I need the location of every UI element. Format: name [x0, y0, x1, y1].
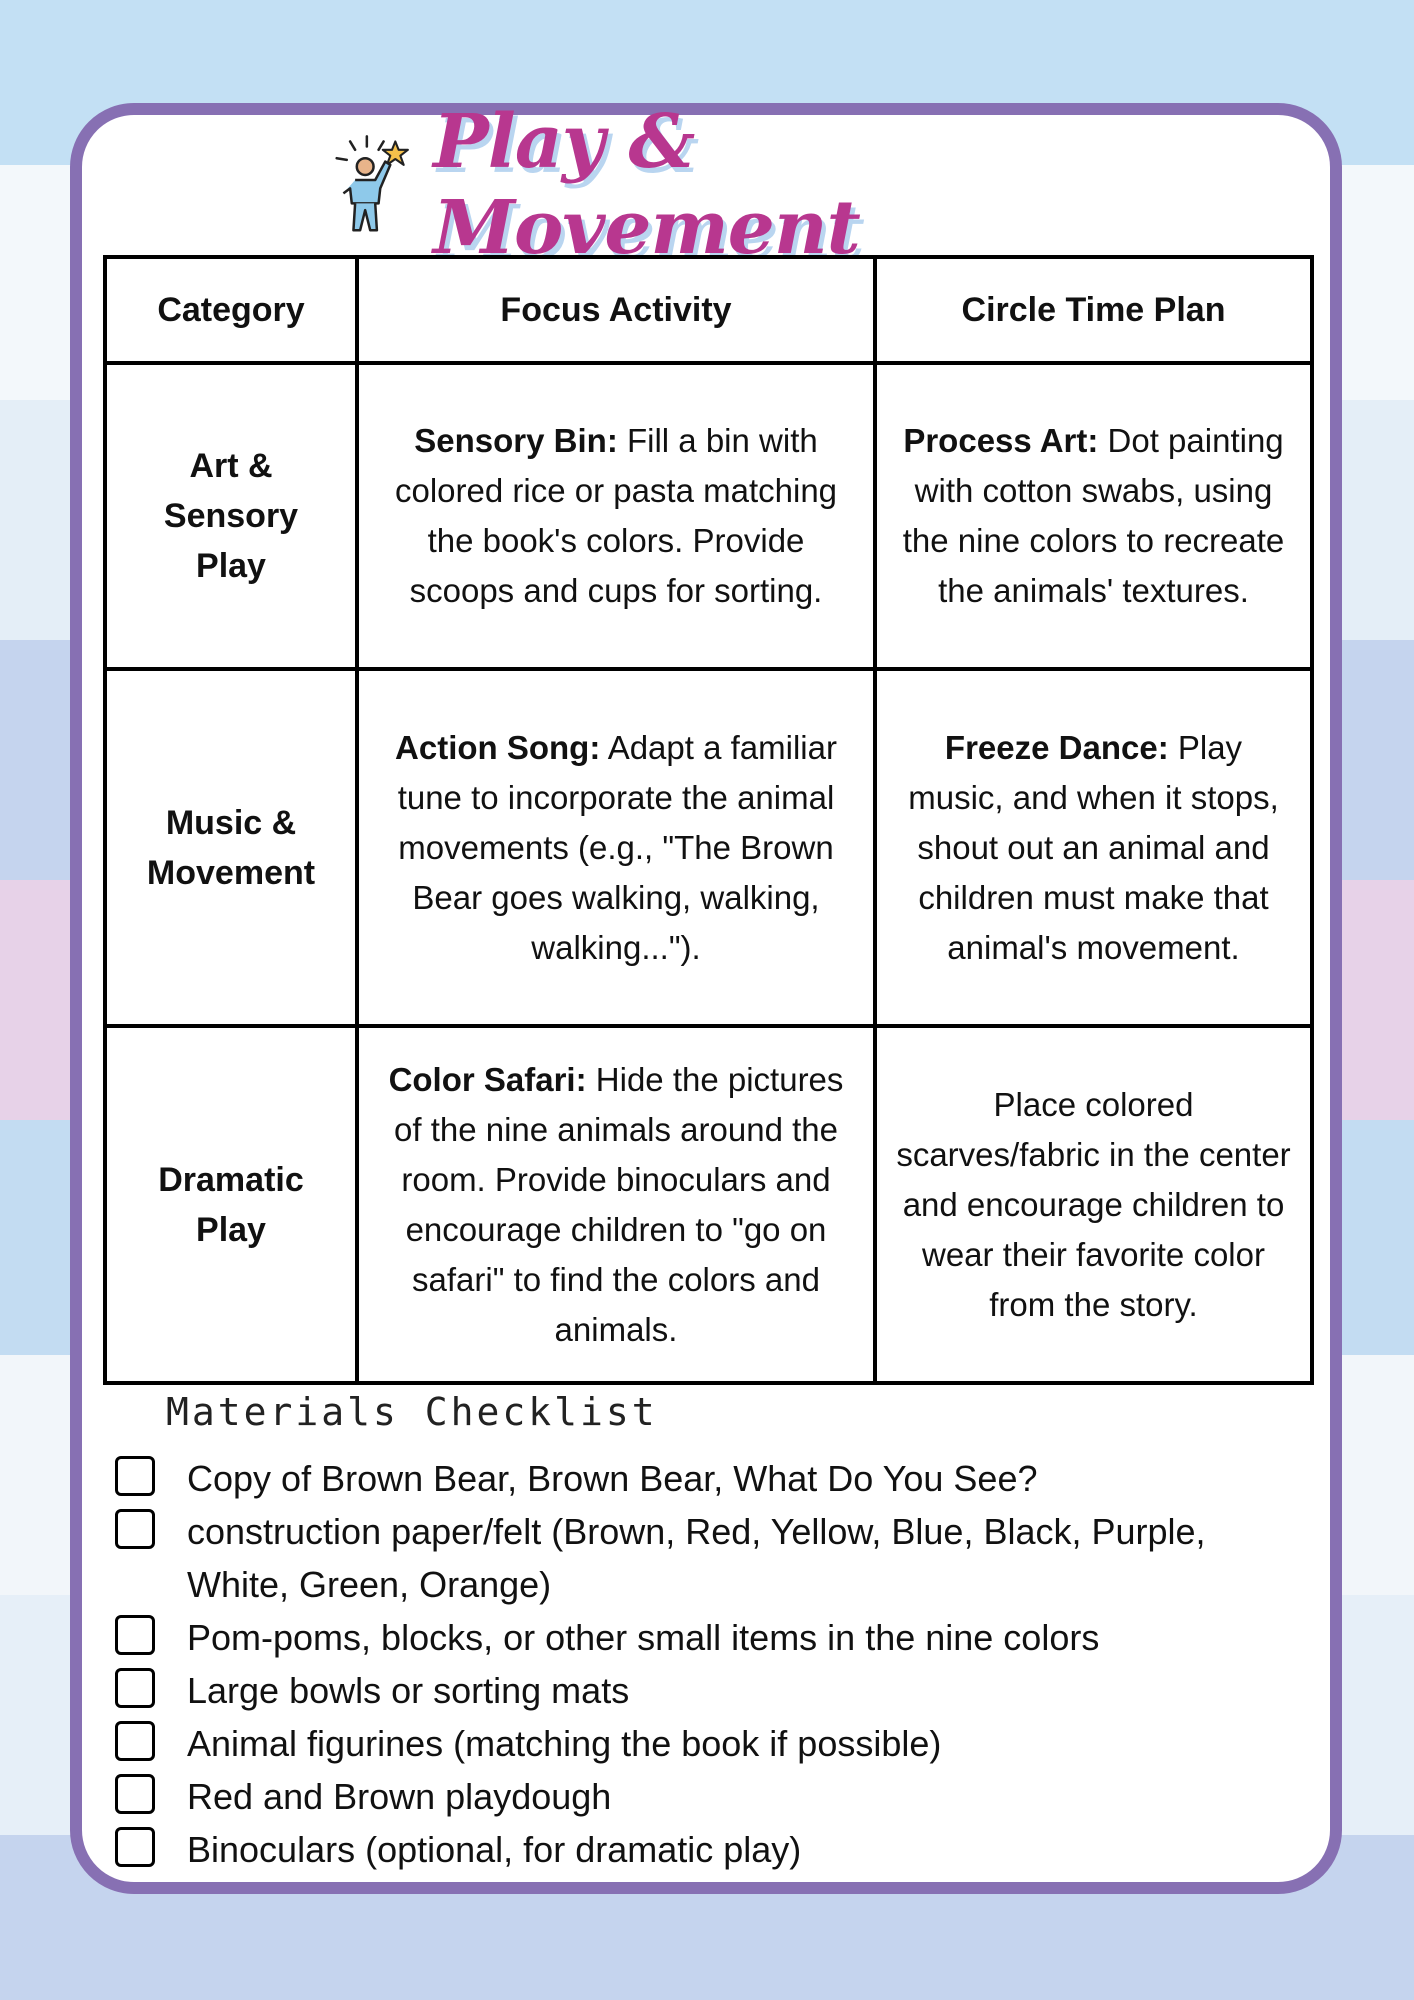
activity-lead: Color Safari:	[388, 1060, 587, 1098]
activity-text: Dot painting with cotton swabs, using the nine colors to recreate the animals' textures.	[902, 422, 1285, 609]
focus-activity-cell	[357, 1026, 875, 1383]
activity-text: Fill a bin with colored rice or pasta matching the book's colors. Provide scoops and cups for sorting.	[394, 422, 838, 609]
checkbox[interactable]	[115, 1774, 155, 1814]
table-header-row	[105, 257, 1312, 363]
column-header: Circle Time Plan	[875, 257, 1312, 363]
table-row	[105, 669, 1312, 1026]
circle-time-cell	[875, 363, 1312, 669]
checklist-item-label: Red and Brown playdough	[187, 1776, 612, 1817]
checklist-item-label: construction paper/felt (Brown, Red, Yellow, Blue, Black, Purple, White, Green, Orange)	[187, 1511, 1206, 1605]
checklist-item	[115, 1664, 1310, 1717]
checkbox[interactable]	[115, 1456, 155, 1496]
header	[330, 99, 1030, 271]
activity-text: Hide the pictures of the nine animals around the room. Provide binoculars and encourage children to "go on safari" to find the colors and animals.	[394, 1060, 844, 1348]
category-cell: Dramatic Play	[105, 1026, 357, 1383]
checklist-item	[115, 1611, 1310, 1664]
materials-checklist	[115, 1452, 1310, 1876]
activity-text: Place colored scarves/fabric in the center and encourage children to wear their favorite color from the story.	[896, 1085, 1291, 1323]
checklist-item	[115, 1770, 1310, 1823]
category-cell: Art & Sensory Play	[105, 363, 357, 669]
checklist-item	[115, 1717, 1310, 1770]
child-with-star-icon	[330, 123, 417, 247]
column-header: Focus Activity	[357, 257, 875, 363]
checkbox[interactable]	[115, 1721, 155, 1761]
circle-time-cell	[875, 669, 1312, 1026]
table-row	[105, 363, 1312, 669]
focus-activity-cell	[357, 669, 875, 1026]
checklist-item-label: Animal figurines (matching the book if possible)	[187, 1723, 942, 1764]
activity-text: Play music, and when it stops, shout out an animal and children must make that animal's movement.	[908, 728, 1279, 966]
table-row	[105, 1026, 1312, 1383]
column-header: Category	[105, 257, 357, 363]
activity-lead: Process Art:	[903, 422, 1099, 459]
checklist-item-label: Large bowls or sorting mats	[187, 1670, 630, 1711]
checklist-item	[115, 1505, 1310, 1611]
activity-lead: Freeze Dance:	[944, 728, 1169, 766]
checkbox[interactable]	[115, 1509, 155, 1549]
activity-table	[103, 255, 1314, 1385]
checklist-item-label: Copy of Brown Bear, Brown Bear, What Do You See?	[187, 1458, 1038, 1499]
activity-lead: Sensory Bin:	[414, 422, 618, 459]
focus-activity-cell	[357, 363, 875, 669]
checklist-item	[115, 1452, 1310, 1505]
checklist-item	[115, 1823, 1310, 1876]
category-cell: Music & Movement	[105, 669, 357, 1026]
page-title: Play & Movement	[433, 99, 860, 271]
checkbox[interactable]	[115, 1668, 155, 1708]
activity-text: Adapt a familiar tune to incorporate the animal movements (e.g., "The Brown Bear goes walking, walking, walking...").	[397, 728, 837, 966]
checkbox[interactable]	[115, 1827, 155, 1867]
circle-time-cell	[875, 1026, 1312, 1383]
activity-lead: Action Song:	[395, 728, 601, 766]
checkbox[interactable]	[115, 1615, 155, 1655]
checklist-item-label: Pom-poms, blocks, or other small items in the nine colors	[187, 1617, 1100, 1658]
checklist-title: Materials Checklist	[166, 1390, 658, 1434]
checklist-item-label: Binoculars (optional, for dramatic play)	[187, 1829, 802, 1870]
